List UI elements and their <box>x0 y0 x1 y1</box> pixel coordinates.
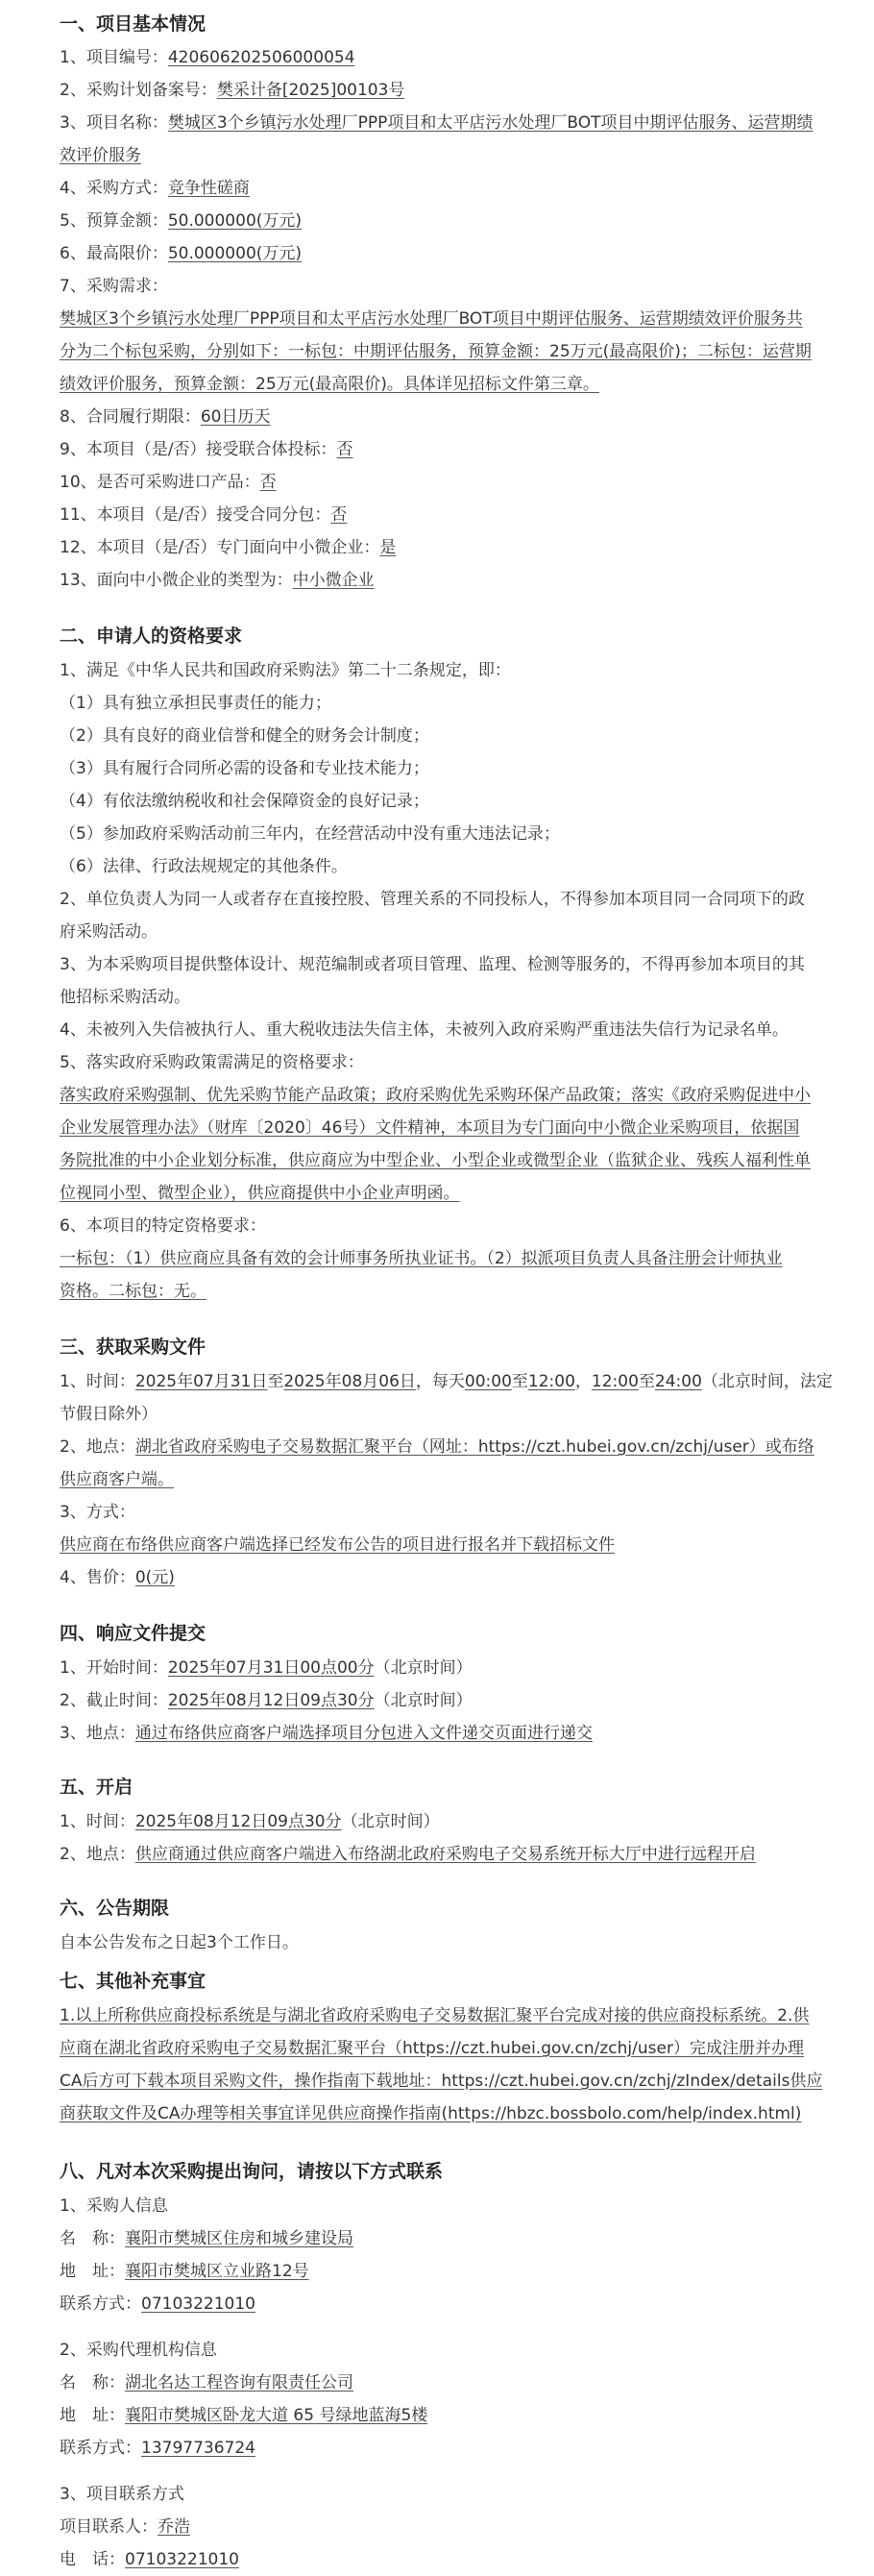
max-price-row: 6、最高限价：50.000000(万元) <box>60 244 303 263</box>
buyer-name-row: 名 称：襄阳市樊城区住房和城乡建设局 <box>60 2229 353 2248</box>
joint-row: 9、本项目（是/否）接受联合体投标：否 <box>60 440 353 459</box>
way: 供应商在布络供应商客户端选择已经发布公告的项目进行报名并下载招标文件 <box>60 1535 615 1555</box>
place-row: 2、地点：湖北省政府采购电子交易数据汇聚平台（网址：https://czt.hubei.gov.cn/zchj/user）或布络 <box>60 1437 814 1457</box>
project-number: 420606202506000054 <box>167 48 355 67</box>
import: 否 <box>259 473 277 492</box>
extra-l3: CA后方可下载本项目采购文件，操作指南下载地址：https://czt.hubei.gov.cn/zchj/zIndex/details供应 <box>60 2072 823 2091</box>
joint: 否 <box>336 440 353 459</box>
submit-place-row: 3、地点：通过布络供应商客户端选择项目分包进入文件递交页面进行递交 <box>60 1724 593 1743</box>
q1d: （4）有依法缴纳税收和社会保障资金的良好记录； <box>60 792 429 811</box>
agent-name: 湖北名达工程咨询有限责任公司 <box>125 2373 353 2392</box>
method: 竞争性磋商 <box>167 179 250 198</box>
proj-contact-title: 3、项目联系方式 <box>60 2485 184 2504</box>
q5-l3: 务院批准的中小企业划分标准，供应商应为中型企业、小型企业或微型企业（监狱企业、残疾人福利性单 <box>60 1151 811 1170</box>
section-8-title: 八、凡对本次采购提出询问，请按以下方式联系 <box>60 2161 444 2182</box>
project-name-l1: 樊城区3个乡镇污水处理厂PPP项目和太平店污水处理厂BOT项目中期评估服务、运营期绩 <box>167 113 813 133</box>
q5: 5、落实政府采购政策需满足的资格要求： <box>60 1053 364 1072</box>
plan-number: 樊采计备[2025]00103号 <box>216 81 405 100</box>
place-l1: 湖北省政府采购电子交易数据汇聚平台（网址：https://czt.hubei.gov.cn/zchj/user）或布络 <box>134 1437 814 1457</box>
agent-contact: 13797736724 <box>141 2439 255 2458</box>
open-time: 2025年08月12日09点30分 <box>134 1812 342 1831</box>
section-7-title: 七、其他补充事宜 <box>60 1971 206 1992</box>
budget: 50.000000(万元) <box>167 211 303 231</box>
q1b: （2）具有良好的商业信誉和健全的财务会计制度； <box>60 726 429 746</box>
section-5-title: 五、开启 <box>60 1777 134 1798</box>
method-row: 4、采购方式：竞争性磋商 <box>60 179 250 198</box>
price: 0(元) <box>134 1568 175 1587</box>
section-1-title: 一、项目基本情况 <box>60 13 206 35</box>
place-l2: 供应商客户端。 <box>60 1470 174 1489</box>
time-1: 00:00 <box>464 1372 512 1391</box>
end-time: 2025年08月12日09点30分 <box>167 1691 375 1710</box>
buyer-name: 襄阳市樊城区住房和城乡建设局 <box>125 2229 353 2248</box>
q1e: （5）参加政府采购活动前三年内，在经营活动中没有重大违法记录； <box>60 824 560 844</box>
q4: 4、未被列入失信被执行人、重大税收违法失信主体，未被列入政府采购严重违法失信行为记录名单。 <box>60 1020 789 1040</box>
sme-type-row: 13、面向中小微企业的类型为：中小微企业 <box>60 571 375 590</box>
q6-l1: 一标包：（1）供应商应具备有效的会计师事务所执业证书。（2）拟派项目负责人具备注册会计师执业 <box>60 1249 783 1268</box>
import-row: 10、是否可采购进口产品：否 <box>60 473 277 492</box>
q6: 6、本项目的特定资格要求： <box>60 1216 266 1236</box>
period-row: 8、合同履行期限：60日历天 <box>60 407 271 427</box>
agent-addr-row: 地 址：襄阳市樊城区卧龙大道 65 号绿地蓝海5楼 <box>60 2406 428 2425</box>
end-row: 2、截止时间：2025年08月12日09点30分（北京时间） <box>60 1691 473 1710</box>
project-name-row-2 <box>60 139 813 172</box>
notice-period: 自本公告发布之日起3个工作日。 <box>60 1933 299 1952</box>
price-row: 4、售价：0(元) <box>60 1568 175 1587</box>
open-time-row: 1、时间：2025年08月12日09点30分（北京时间） <box>60 1812 440 1831</box>
need-l2: 分为二个标包采购，分别如下：一标包：中期评估服务，预算金额：25万元(最高限价)；二标包：运营期 <box>60 342 812 361</box>
q3-l2: 他招标采购活动。 <box>60 988 190 1007</box>
date-to: 2025年08月06日 <box>283 1372 416 1391</box>
sme: 是 <box>379 538 397 557</box>
sme-type: 中小微企业 <box>292 571 375 590</box>
buyer-title: 1、采购人信息 <box>60 2196 168 2216</box>
start-row: 1、开始时间：2025年07月31日00点00分（北京时间） <box>60 1658 473 1678</box>
section-4-title: 四、响应文件提交 <box>60 1623 206 1644</box>
budget-row: 5、预算金额：50.000000(万元) <box>60 211 303 231</box>
buyer-addr: 襄阳市樊城区立业路12号 <box>125 2262 309 2281</box>
q1: 1、满足《中华人民共和国政府采购法》第二十二条规定，即： <box>60 661 511 680</box>
section-2-title: 二、申请人的资格要求 <box>60 626 243 647</box>
q2-l1: 2、单位负责人为同一人或者存在直接控股、管理关系的不同投标人，不得参加本项目同一合同项下的政 <box>60 890 805 909</box>
q2-l2: 府采购活动。 <box>60 922 158 942</box>
time-tail: 节假日除外） <box>60 1405 158 1424</box>
agent-name-row: 名 称：湖北名达工程咨询有限责任公司 <box>60 2373 353 2392</box>
agent-addr: 襄阳市樊城区卧龙大道 65 号绿地蓝海5楼 <box>125 2406 428 2425</box>
q1c: （3）具有履行合同所必需的设备和专业技术能力； <box>60 759 429 778</box>
submit-place: 通过布络供应商客户端选择项目分包进入文件递交页面进行递交 <box>134 1724 593 1743</box>
open-place: 供应商通过供应商客户端进入布络湖北政府采购电子交易系统开标大厅中进行远程开启 <box>134 1845 756 1864</box>
section-6-title: 六、公告期限 <box>60 1898 170 1919</box>
q6-l2: 资格。二标包：无。 <box>60 1282 206 1301</box>
sub: 否 <box>330 505 348 525</box>
agent-contact-row: 联系方式：13797736724 <box>60 2439 255 2458</box>
q5-l1: 落实政府采购强制、优先采购节能产品政策；政府采购优先采购环保产品政策；落实《政府采购促进中小 <box>60 1086 811 1105</box>
buyer-addr-row: 地 址：襄阳市樊城区立业路12号 <box>60 2262 309 2281</box>
sme-row: 12、本项目（是/否）专门面向中小微企业：是 <box>60 538 397 557</box>
q3-l1: 3、为本采购项目提供整体设计、规范编制或者项目管理、监理、检测等服务的，不得再参加本项目的其 <box>60 955 805 974</box>
open-place-row: 2、地点：供应商通过供应商客户端进入布络湖北政府采购电子交易系统开标大厅中进行远程开启 <box>60 1845 756 1864</box>
period: 60日历天 <box>200 407 271 427</box>
time-2: 12:00 <box>527 1372 575 1391</box>
time-3: 12:00 <box>591 1372 639 1391</box>
sub-row: 11、本项目（是/否）接受合同分包：否 <box>60 505 348 525</box>
plan-number-row: 2、采购计划备案号：樊采计备[2025]00103号 <box>60 81 405 100</box>
q5-l2: 企业发展管理办法》（财库〔2020〕46号）文件精神，本项目为专门面向中小微企业采购项目，依据国 <box>60 1118 800 1138</box>
q1a: （1）具有独立承担民事责任的能力； <box>60 694 331 713</box>
agent-title: 2、采购代理机构信息 <box>60 2341 217 2360</box>
proj-phone-row: 电 话：07103221010 <box>60 2550 239 2569</box>
section-3-title: 三、获取采购文件 <box>60 1337 206 1358</box>
q5-l4: 位视同小型、微型企业），供应商提供中小企业声明函。 <box>60 1184 460 1203</box>
proj-phone: 07103221010 <box>125 2550 239 2569</box>
time-row: 1、时间：2025年07月31日至2025年08月06日，每天00:00至12:00，12:00至24:00（北京时间，法定 <box>60 1372 833 1391</box>
date-from: 2025年07月31日 <box>134 1372 268 1391</box>
max-price: 50.000000(万元) <box>167 244 303 263</box>
extra-l1: 1.以上所称供应商投标系统是与湖北省政府采购电子交易数据汇聚平台完成对接的供应商投标系统。2.供 <box>60 2006 810 2025</box>
start-time: 2025年07月31日00点00分 <box>167 1658 375 1678</box>
time-4: 24:00 <box>654 1372 702 1391</box>
need-l1: 樊城区3个乡镇污水处理厂PPP项目和太平店污水处理厂BOT项目中期评估服务、运营期绩效评价服务共 <box>60 309 803 329</box>
extra-l4: 商获取文件及CA办理等相关事宜详见供应商操作指南(https://hbzc.bossbolo.com/help/index.html) <box>60 2104 802 2123</box>
way-label: 3、方式： <box>60 1503 135 1522</box>
buyer-contact-row: 联系方式：07103221010 <box>60 2294 255 2314</box>
need-l3: 绩效评价服务，预算金额：25万元(最高限价)。具体详见招标文件第三章。 <box>60 375 599 394</box>
need-label: 7、采购需求： <box>60 277 168 296</box>
extra-l2: 应商在湖北省政府采购电子交易数据汇聚平台（https://czt.hubei.gov.cn/zchj/user）完成注册并办理 <box>60 2039 804 2058</box>
project-name-row: 3、项目名称：樊城区3个乡镇污水处理厂PPP项目和太平店污水处理厂BOT项目中期评估服务、运营期绩 <box>60 113 813 133</box>
buyer-contact: 07103221010 <box>141 2294 255 2314</box>
q1f: （6）法律、行政法规规定的其他条件。 <box>60 857 348 876</box>
proj-person-row: 项目联系人：乔浩 <box>60 2517 190 2537</box>
project-number-row: 1、项目编号：420606202506000054 <box>60 48 355 67</box>
proj-person: 乔浩 <box>158 2517 190 2537</box>
project-name-l2: 效评价服务 <box>60 146 141 165</box>
